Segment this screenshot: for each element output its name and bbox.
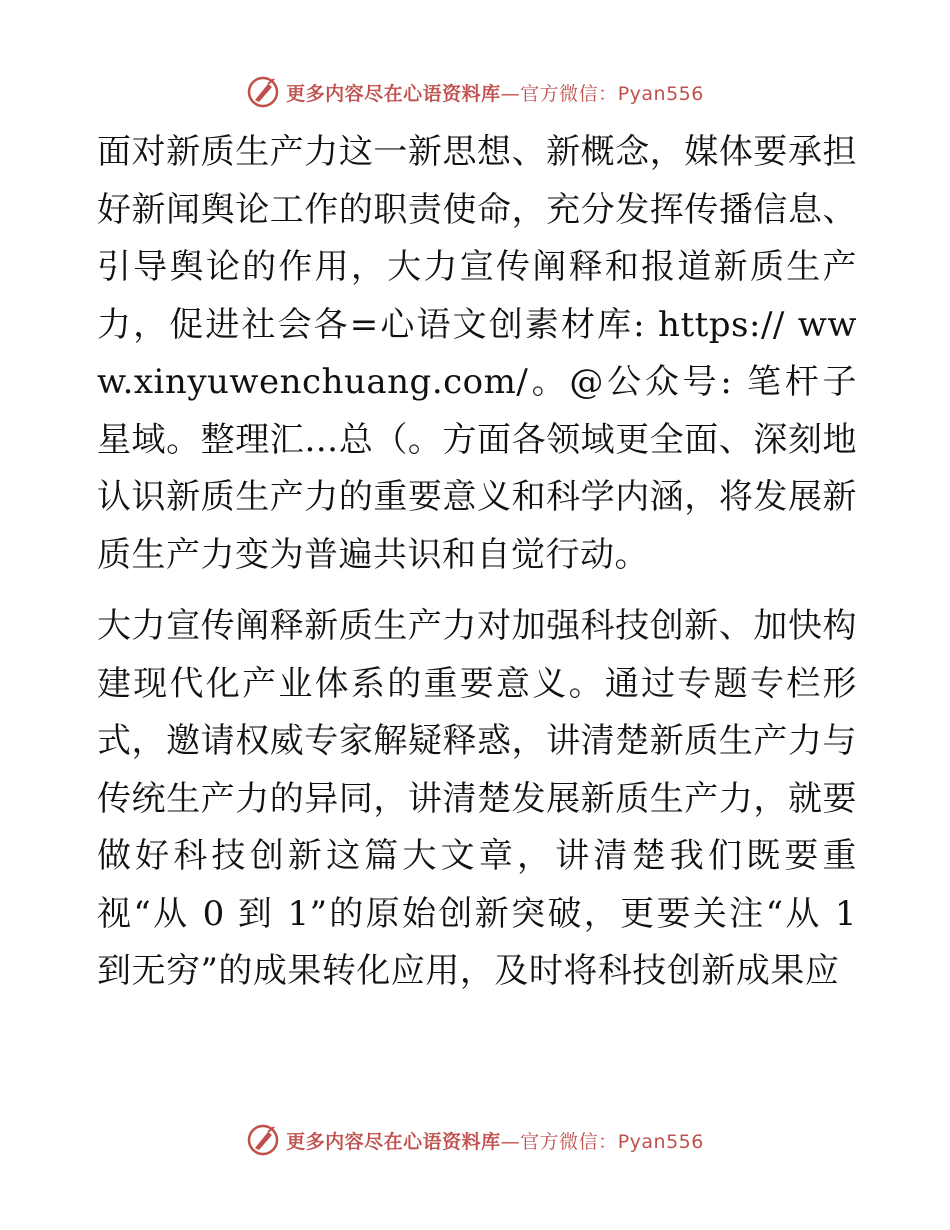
footer-banner-account: Pyan556 <box>617 1130 704 1153</box>
footer-banner-main: 更多内容尽在心语资料库 <box>286 1130 501 1153</box>
header-banner-dash: — <box>500 82 521 105</box>
document-body <box>97 124 857 1015</box>
footer-banner-sub: 官方微信： <box>520 1130 618 1153</box>
footer-banner <box>0 1120 950 1160</box>
header-banner-account: Pyan556 <box>617 82 704 105</box>
paragraph-2: 大力宣传阐释新质生产力对加强科技创新、加快构建现代化产业体系的重要意义。通过专题专栏形式，邀请权威专家解疑释惑，讲清楚新质生产力与传统生产力的异同，讲清楚发展新质生产力，就要做好科技创新这篇大文章，讲清楚我们既要重视“从 0 到 1”的原始创新突破，更要关注“从 1 到无穷”的成果转化应用，及时将科技创新成果应 <box>97 606 857 991</box>
header-banner <box>0 72 950 112</box>
paragraph-1: 面对新质生产力这一新思想、新概念，媒体要承担好新闻舆论工作的职责使命，充分发挥传播信息、引导舆论的作用，大力宣传阐释和报道新质生产力，促进社会各=心语文创素材库: https:// www.xinyuwenchuang.com/。@公众号: 笔杆子星域。整理汇…总（。方面各领域更全面、深刻地认识新质生产力的重要意义和科学内涵，将发展新质生产力变为普遍共识和自觉行动。 <box>97 132 857 575</box>
header-banner-sub: 官方微信： <box>520 82 618 105</box>
footer-banner-text <box>286 1127 704 1154</box>
header-banner-main: 更多内容尽在心语资料库 <box>286 82 501 105</box>
footer-banner-dash: — <box>500 1130 521 1153</box>
header-banner-text <box>286 79 704 106</box>
quill-pen-logo-icon <box>246 75 280 109</box>
quill-pen-logo-icon <box>246 1123 280 1157</box>
